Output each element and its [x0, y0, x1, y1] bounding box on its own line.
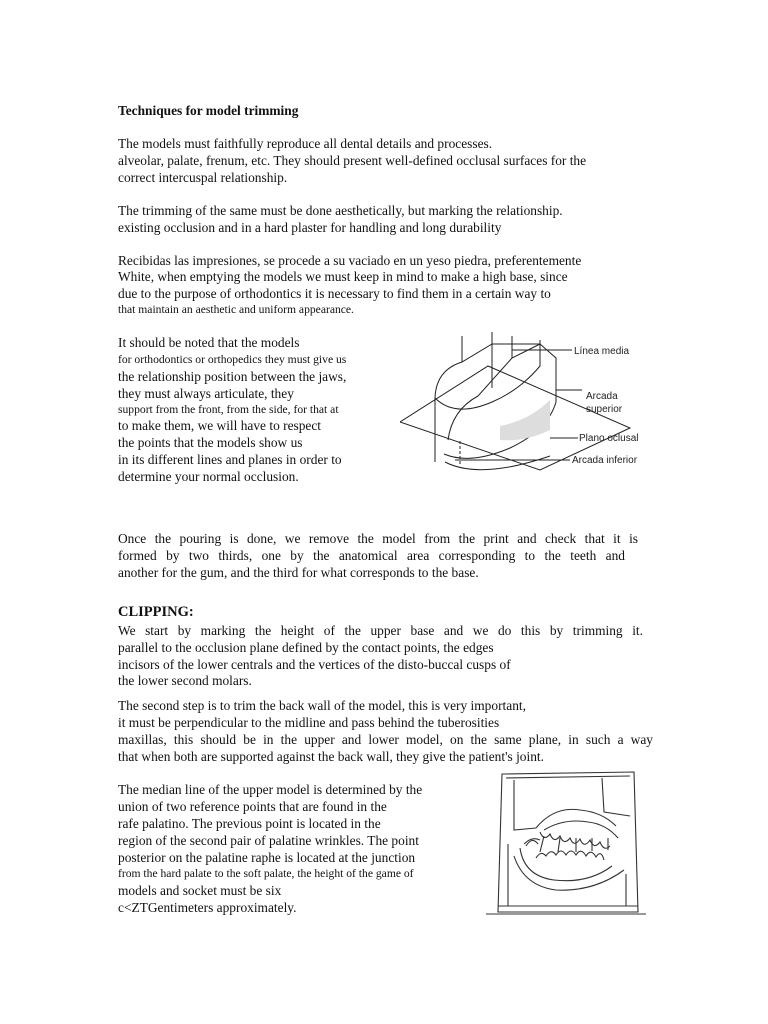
document-title: Techniques for model trimming	[118, 103, 299, 118]
para8-line: The median line of the upper model is determined by the	[118, 782, 423, 797]
para6-line: parallel to the occlusion plane defined by the contact points, the edges	[118, 640, 494, 655]
fig1-label-midline: Línea media	[574, 346, 630, 357]
para5-line: formed by two thirds, one by the anatomical area corresponding to the teeth and	[118, 548, 625, 563]
para3-line: Recibidas las impresiones, se procede a su vaciado en un yeso piedra, preferentemente	[118, 253, 582, 268]
fig1-label-arch-upper: Arcada	[586, 391, 618, 402]
para5-line: Once the pouring is done, we remove the model from the print and check that it is	[118, 531, 638, 546]
para4-line: for orthodontics or orthopedics they must give us	[118, 353, 347, 366]
para6-line: We start by marking the height of the upper base and we do this by trimming it.	[118, 623, 643, 638]
para6-line: the lower second molars.	[118, 673, 252, 688]
para1-line: The models must faithfully reproduce all dental details and processes.	[118, 136, 493, 151]
para8-line: rafe palatino. The previous point is located in the	[118, 816, 381, 831]
para7-line: maxillas, this should be in the upper and lower model, on the same plane, in such a way	[118, 732, 653, 747]
para8-line: c<ZTGentimeters approximately.	[118, 900, 297, 915]
para4-line: the relationship position between the jaws,	[118, 369, 347, 384]
para1-line: correct intercuspal relationship.	[118, 170, 288, 185]
para4-line: the points that the models show us	[118, 435, 303, 450]
para4-line: determine your normal occlusion.	[118, 469, 299, 484]
para8-line: models and socket must be six	[118, 883, 282, 898]
para7-line: it must be perpendicular to the midline and pass behind the tuberosities	[118, 715, 500, 730]
para4-line: they must always articulate, they	[118, 386, 294, 401]
para7-line: The second step is to trim the back wall of the model, this is very important,	[118, 698, 526, 713]
para2-line: existing occlusion and in a hard plaster for handling and long durability	[118, 220, 502, 235]
para2-line: The trimming of the same must be done aesthetically, but marking the relationship.	[118, 203, 563, 218]
para4-line: in its different lines and planes in order to	[118, 452, 342, 467]
para8-line: region of the second pair of palatine wrinkles. The point	[118, 833, 419, 848]
fig1-label-arch-upper-2: superior	[586, 404, 623, 415]
para4-line: to make them, we will have to respect	[118, 418, 322, 433]
para5-line: another for the gum, and the third for what corresponds to the base.	[118, 565, 479, 580]
fig1-label-arch-lower: Arcada inferior	[572, 455, 638, 466]
model-planes-diagram	[400, 330, 655, 475]
para3-line: that maintain an aesthetic and uniform appearance.	[118, 303, 354, 316]
para3-line: due to the purpose of orthodontics it is necessary to find them in a certain way to	[118, 286, 551, 301]
para4-line: support from the front, from the side, for that at	[118, 403, 339, 416]
clipping-heading: CLIPPING:	[118, 604, 194, 620]
para4-line: It should be noted that the models	[118, 335, 300, 350]
para7-line: that when both are supported against the back wall, they give the patient's joint.	[118, 749, 544, 764]
para3-line: White, when emptying the models we must keep in mind to make a high base, since	[118, 269, 568, 284]
para8-line: posterior on the palatine raphe is located at the junction	[118, 850, 416, 865]
dental-models-drawing	[484, 766, 649, 916]
para8-line: from the hard palate to the soft palate, the height of the game of	[118, 867, 414, 880]
fig1-label-occlusal-plane: Plano oclusal	[579, 433, 639, 444]
para6-line: incisors of the lower centrals and the vertices of the disto-buccal cusps of	[118, 657, 511, 672]
para8-line: union of two reference points that are found in the	[118, 799, 387, 814]
para1-line: alveolar, palate, frenum, etc. They should present well-defined occlusal surfaces for the	[118, 153, 587, 168]
